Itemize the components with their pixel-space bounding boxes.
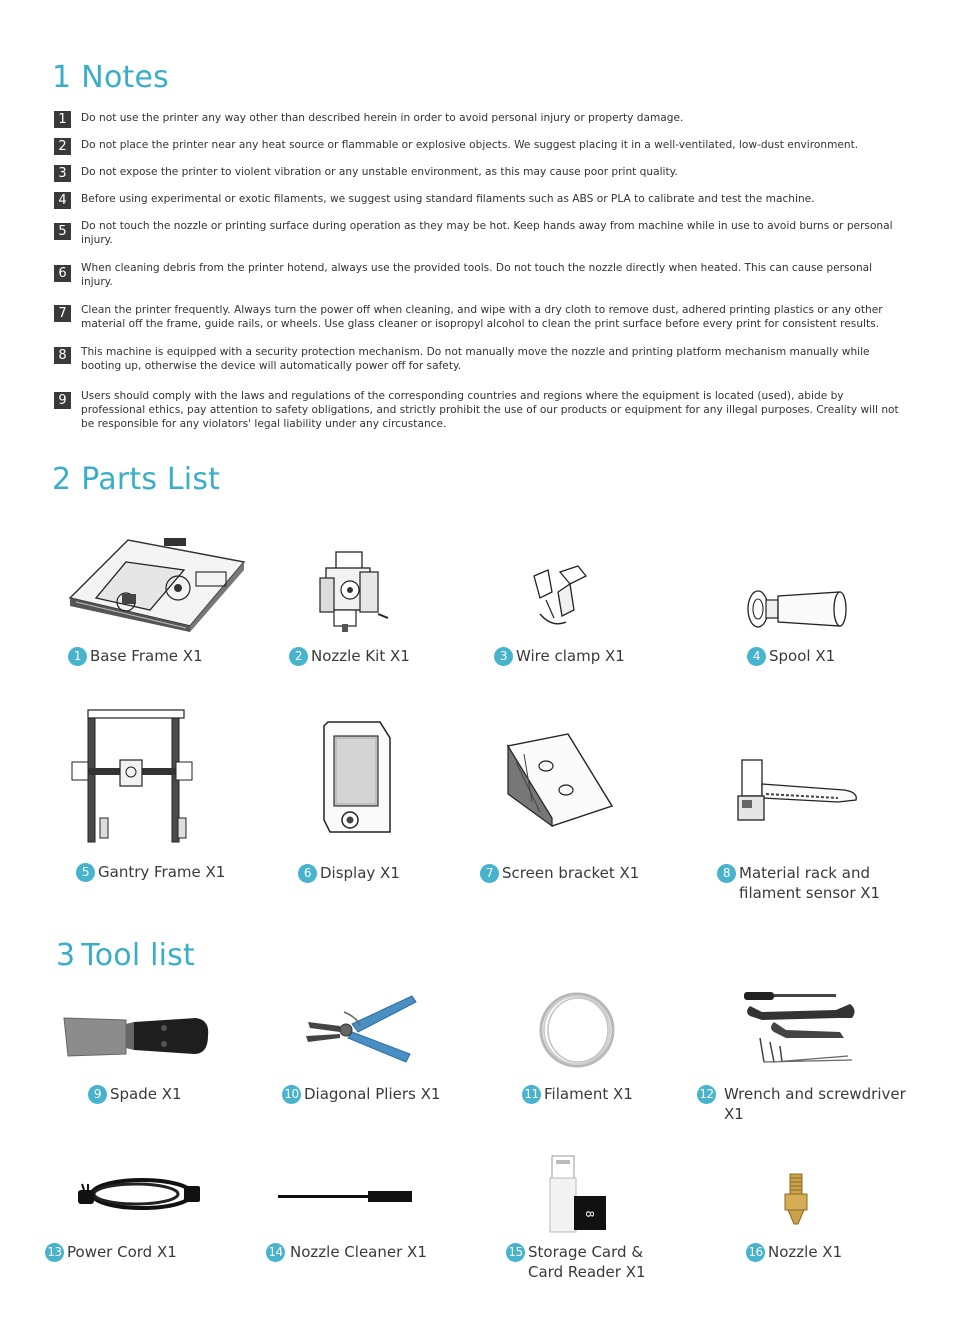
base-frame-icon <box>66 532 256 632</box>
part-label: Gantry Frame X1 <box>98 863 226 881</box>
filament-icon <box>536 990 618 1070</box>
part-item <box>289 646 410 666</box>
part-item <box>76 862 225 882</box>
power-cord-icon <box>76 1172 202 1216</box>
tool-item <box>522 1084 633 1104</box>
tool-label: Spade X1 <box>110 1085 182 1103</box>
note-text: When cleaning debris from the printer hotend, always use the provided tools. Do not touch the nozzle directly when heated. This can cause personal injury. <box>81 262 873 288</box>
part-number: 5 <box>76 863 95 882</box>
tool-number: 11 <box>522 1085 541 1104</box>
note-text: This machine is equipped with a security protection mechanism. Do not manually move the nozzle and printing platform mechanism manually while booting up, otherwise the device will automatically power off for safety. <box>81 346 870 372</box>
note-item <box>54 389 904 431</box>
note-item <box>54 261 904 289</box>
part-item <box>298 863 400 883</box>
tool-label: Filament X1 <box>544 1085 633 1103</box>
wire-clamp-icon <box>526 562 596 632</box>
note-item <box>54 138 904 155</box>
note-number: 2 <box>54 138 71 155</box>
nozzle-cleaner-icon <box>278 1190 414 1204</box>
part-label: Spool X1 <box>769 647 836 665</box>
part-label: Base Frame X1 <box>90 647 203 665</box>
svg-text:8: 8 <box>583 1210 596 1218</box>
tool-number: 10 <box>282 1085 301 1104</box>
note-text: Do not place the printer near any heat source or flammable or explosive objects. We suggest placing it in a well-ventilated, low-dust environment. <box>81 139 859 151</box>
section-number: 1 <box>52 60 72 95</box>
section-label: Tool list <box>81 938 195 973</box>
note-text: Do not expose the printer to violent vibration or any unstable environment, as this may cause poor print quality. <box>81 166 678 178</box>
nozzle-kit-icon <box>314 548 390 634</box>
part-number: 2 <box>289 647 308 666</box>
tool-label: Diagonal Pliers X1 <box>304 1085 441 1103</box>
part-number: 4 <box>747 647 766 666</box>
note-text: Do not use the printer any way other than described herein in order to avoid personal injury or property damage. <box>81 112 684 124</box>
note-item <box>54 345 904 373</box>
part-item <box>717 863 880 903</box>
part-label: Screen bracket X1 <box>502 864 640 882</box>
tool-number: 9 <box>88 1085 107 1104</box>
part-number: 1 <box>68 647 87 666</box>
tool-item <box>746 1242 842 1262</box>
note-number: 3 <box>54 165 71 182</box>
note-text: Users should comply with the laws and regulations of the corresponding countries and regions where the equipment is located (used), abide by professional ethics, pay attention to safety obligations, and strictly prohibit the use of our products or equipment for any illegal purposes. Creality will not be responsible for any violators' legal liability under any circustance. <box>81 390 899 430</box>
display-icon <box>320 716 394 838</box>
note-number: 5 <box>54 223 71 240</box>
part-number: 6 <box>298 864 317 883</box>
tool-label: Wrench and screwdriver X1 <box>724 1085 906 1123</box>
note-number: 4 <box>54 192 71 209</box>
part-label: Nozzle Kit X1 <box>311 647 410 665</box>
tool-item <box>282 1084 440 1104</box>
part-number: 8 <box>717 864 736 883</box>
note-text: Do not touch the nozzle or printing surface during operation as they may be hot. Keep hands away from machine while in use to avoid burns or personal injury. <box>81 220 893 246</box>
notes-title <box>52 60 169 95</box>
tool-label: Nozzle X1 <box>768 1243 843 1261</box>
note-item <box>54 303 904 331</box>
tool-number: 12 <box>697 1085 716 1104</box>
tool-number: 16 <box>746 1243 765 1262</box>
tool-item <box>506 1242 646 1282</box>
parts-title <box>52 462 220 497</box>
note-number: 7 <box>54 305 71 322</box>
card-reader-icon <box>546 1154 612 1234</box>
part-label: Material rack and filament sensor X1 <box>739 864 881 902</box>
tool-number: 14 <box>266 1243 285 1262</box>
part-label: Wire clamp X1 <box>516 647 625 665</box>
screen-bracket-icon <box>504 732 616 830</box>
section-label: Parts List <box>81 462 221 497</box>
section-label: Notes <box>81 60 169 95</box>
part-item <box>494 646 625 666</box>
section-number: 3 <box>56 938 76 973</box>
gantry-frame-icon <box>64 706 200 846</box>
note-item <box>54 165 904 182</box>
note-text: Clean the printer frequently. Always turn the power off when cleaning, and wipe with a dry cloth to remove dust, adhered printing plastics or any other material off the frame, guide rails, or wheels. Use glass cleaner or isopropyl alcohol to clean the print surface before every print for consistent results. <box>81 304 883 330</box>
note-item <box>54 111 904 128</box>
tool-item <box>45 1242 177 1262</box>
tool-label: Nozzle Cleaner X1 <box>290 1243 427 1261</box>
tool-label: Power Cord X1 <box>67 1243 177 1261</box>
part-label: Display X1 <box>320 864 400 882</box>
note-number: 1 <box>54 111 71 128</box>
tool-item <box>697 1084 906 1124</box>
part-item <box>68 646 203 666</box>
pliers-icon <box>300 992 418 1066</box>
tool-item <box>266 1242 427 1262</box>
tool-label: Storage Card & Card Reader X1 <box>528 1243 646 1281</box>
tools-title <box>56 938 195 973</box>
material-rack-icon <box>734 756 862 826</box>
spool-icon <box>744 588 850 630</box>
section-number: 2 <box>52 462 72 497</box>
part-item <box>480 863 639 883</box>
part-item <box>747 646 835 666</box>
wrench-screwdriver-icon <box>740 988 860 1068</box>
note-item <box>54 219 904 247</box>
part-number: 7 <box>480 864 499 883</box>
tool-number: 15 <box>506 1243 525 1262</box>
note-text: Before using experimental or exotic filaments, we suggest using standard filaments such as ABS or PLA to calibrate and test the machine. <box>81 193 815 205</box>
note-item <box>54 192 904 209</box>
note-number: 9 <box>54 392 71 409</box>
part-number: 3 <box>494 647 513 666</box>
tool-item <box>88 1084 182 1104</box>
spade-icon <box>60 1014 212 1058</box>
note-number: 6 <box>54 265 71 282</box>
nozzle-icon <box>782 1172 810 1228</box>
note-number: 8 <box>54 347 71 364</box>
tool-number: 13 <box>45 1243 64 1262</box>
